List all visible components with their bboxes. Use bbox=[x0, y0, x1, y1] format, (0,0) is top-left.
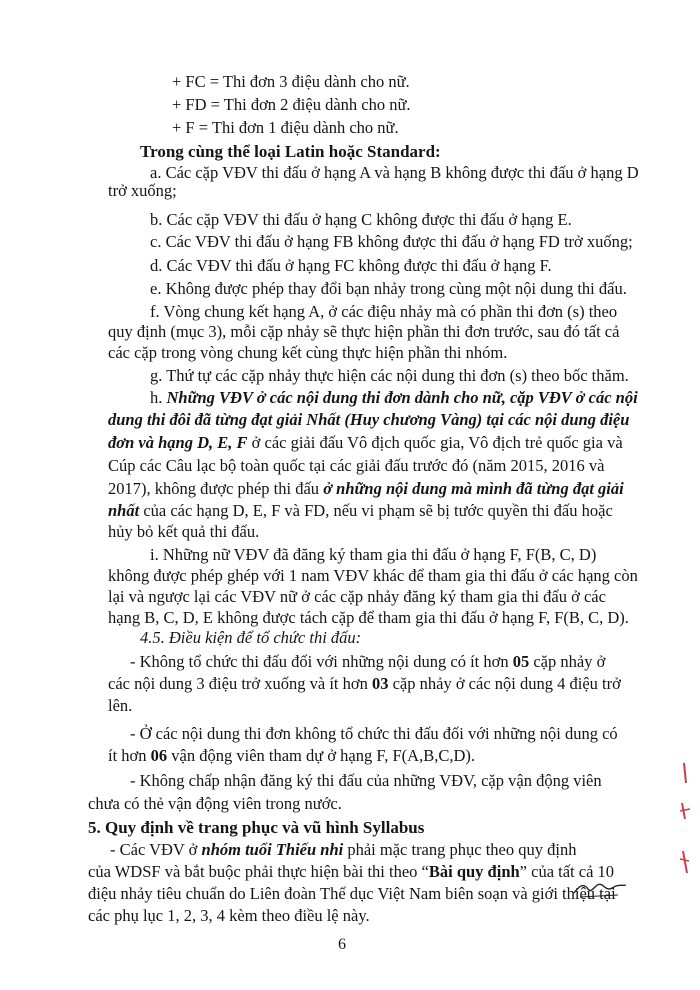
clause-e: e. Không được phép thay đổi bạn nhảy trong cùng một nội dung thi đấu. bbox=[150, 279, 627, 298]
list-item-fd: + FD = Thi đơn 2 điệu dành cho nữ. bbox=[172, 95, 411, 114]
clause-f-line2: quy định (mục 3), mỗi cặp nhảy sẽ thực hiện phần thi đơn trước, sau đó tất cả bbox=[108, 322, 620, 341]
section-5-line3: điệu nhảy tiêu chuẩn do Liên đoàn Thể dục Việt Nam biên soạn và giới thiệu tại bbox=[88, 884, 616, 903]
clause-a-line2: trở xuống; bbox=[108, 181, 177, 200]
condition-2-number: 06 bbox=[150, 746, 168, 765]
condition-1b-number: 03 bbox=[371, 674, 389, 693]
section-5b-text: của WDSF và bắt buộc phải thực hiện bài thi theo “ bbox=[88, 862, 429, 881]
condition-3-line2: chưa có thẻ vận động viên trong nước. bbox=[88, 794, 342, 813]
clause-h-line7: hủy bỏ kết quả thi đấu. bbox=[108, 522, 260, 541]
clause-c: c. Các VĐV thi đấu ở hạng FB không được thi đấu ở hạng FD trở xuống; bbox=[150, 232, 633, 251]
clause-g: g. Thứ tự các cặp nhảy thực hiện các nội dung thi đơn (s) theo bốc thăm. bbox=[150, 366, 629, 385]
condition-2-line2 bbox=[108, 746, 475, 766]
section-5-line2 bbox=[88, 862, 614, 882]
condition-3-line1: - Không chấp nhận đăng ký thi đấu của những VĐV, cặp vận động viên bbox=[130, 771, 602, 790]
clause-h-line2: dung thi đôi đã từng đạt giải Nhất (Huy chương Vàng) tại các nội dung điệu bbox=[108, 410, 630, 429]
section-5b-text-end: ” của tất cả 10 bbox=[519, 862, 615, 881]
clause-h-text-3: của các hạng D, E, F và FD, nếu vi phạm sẽ bị tước quyền thi đấu hoặc bbox=[139, 501, 613, 520]
condition-1b-text: các nội dung 3 điệu trở xuống và ít hơn bbox=[108, 674, 372, 693]
section-5-emphasis: nhóm tuổi Thiếu nhi bbox=[201, 840, 344, 859]
condition-1-line3: lên. bbox=[108, 696, 133, 715]
condition-1-text-end: cặp nhảy ở bbox=[529, 652, 606, 671]
clause-h-line6 bbox=[108, 501, 613, 521]
section-5-line4: các phụ lục 1, 2, 3, 4 kèm theo điều lệ này. bbox=[88, 906, 370, 925]
section-5-text: - Các VĐV ở bbox=[110, 840, 202, 859]
clause-f-line1: f. Vòng chung kết hạng A, ở các điệu nhảy mà có phần thi đơn (s) theo bbox=[150, 302, 618, 321]
clause-h-line3 bbox=[108, 433, 623, 453]
red-margin-marks-icon bbox=[676, 755, 698, 885]
condition-2-line1: - Ở các nội dung thi đơn không tổ chức thi đấu đối với những nội dung có bbox=[130, 724, 618, 743]
clause-h-line4: Cúp các Câu lạc bộ toàn quốc tại các giải đấu trước đó (năm 2015, 2016 và bbox=[108, 456, 605, 475]
clause-h-text-2: 2017), không được phép thi đấu bbox=[108, 479, 324, 498]
clause-h-emphasis-3: ở những nội dung mà mình đã từng đạt giải bbox=[323, 479, 624, 498]
clause-h-emphasis: Những VĐV ở các nội dung thi đơn dành cho nữ, cặp VĐV ở các nội bbox=[166, 388, 638, 407]
handwritten-initials-signature bbox=[570, 875, 630, 905]
condition-2-text: ít hơn bbox=[108, 746, 151, 765]
section-5-heading: 5. Quy định về trang phục và vũ hình Syllabus bbox=[88, 818, 425, 837]
clause-d: d. Các VĐV thi đấu ở hạng FC không được thi đấu ở hạng F. bbox=[150, 256, 552, 275]
clause-h-emphasis-2: đơn và hạng D, E, F bbox=[108, 433, 248, 452]
section-5-text-end: phải mặc trang phục theo quy định bbox=[343, 840, 577, 859]
clause-i-line3: lại và ngược lại các VĐV nữ ở các cặp nhảy đăng ký tham gia thi đấu ở các bbox=[108, 587, 606, 606]
clause-h-line1 bbox=[150, 388, 638, 408]
clause-i-line2: không được phép ghép với 1 nam VĐV khác để tham gia thi đấu ở các hạng còn bbox=[108, 566, 638, 585]
clause-i-line1: i. Những nữ VĐV đã đăng ký tham gia thi đấu ở hạng F, F(B, C, D) bbox=[150, 545, 597, 564]
clause-h-text: ở các giải đấu Vô địch quốc gia, Vô địch trẻ quốc gia và bbox=[247, 433, 623, 452]
section-5-line1 bbox=[110, 840, 576, 860]
section-5b-emphasis: Bài quy định bbox=[428, 862, 520, 881]
clause-b: b. Các cặp VĐV thi đấu ở hạng C không được thi đấu ở hạng E. bbox=[150, 210, 572, 229]
section-4-5-heading: 4.5. Điều kiện để tổ chức thi đấu: bbox=[140, 628, 362, 647]
condition-1-number: 05 bbox=[512, 652, 530, 671]
clause-h-line5 bbox=[108, 479, 624, 499]
condition-2-text-end: vận động viên tham dự ở hạng F, F(A,B,C,D). bbox=[167, 746, 475, 765]
condition-1-text: - Không tổ chức thi đấu đối với những nội dung có ít hơn bbox=[130, 652, 513, 671]
condition-1-line2 bbox=[108, 674, 621, 694]
clause-i-line4: hạng B, C, D, E không được tách cặp để tham gia thi đấu ở hạng F, F(B, C, D). bbox=[108, 608, 629, 627]
page-number: 6 bbox=[338, 936, 346, 953]
clause-a-line1: a. Các cặp VĐV thi đấu ở hạng A và hạng B không được thi đấu ở hạng D bbox=[150, 163, 639, 182]
heading-latin-standard: Trong cùng thể loại Latin hoặc Standard: bbox=[140, 142, 441, 161]
condition-1-line1 bbox=[130, 652, 605, 672]
clause-h-prefix: h. bbox=[150, 388, 167, 407]
list-item-f: + F = Thi đơn 1 điệu dành cho nữ. bbox=[172, 118, 399, 137]
condition-1b-text-end: cặp nhảy ở các nội dung 4 điệu trở bbox=[388, 674, 621, 693]
clause-f-line3: các cặp trong vòng chung kết cùng thực hiện phần thi nhóm. bbox=[108, 343, 508, 362]
clause-h-emphasis-4: nhất bbox=[108, 501, 140, 520]
list-item-fc: + FC = Thi đơn 3 điệu dành cho nữ. bbox=[172, 72, 410, 91]
